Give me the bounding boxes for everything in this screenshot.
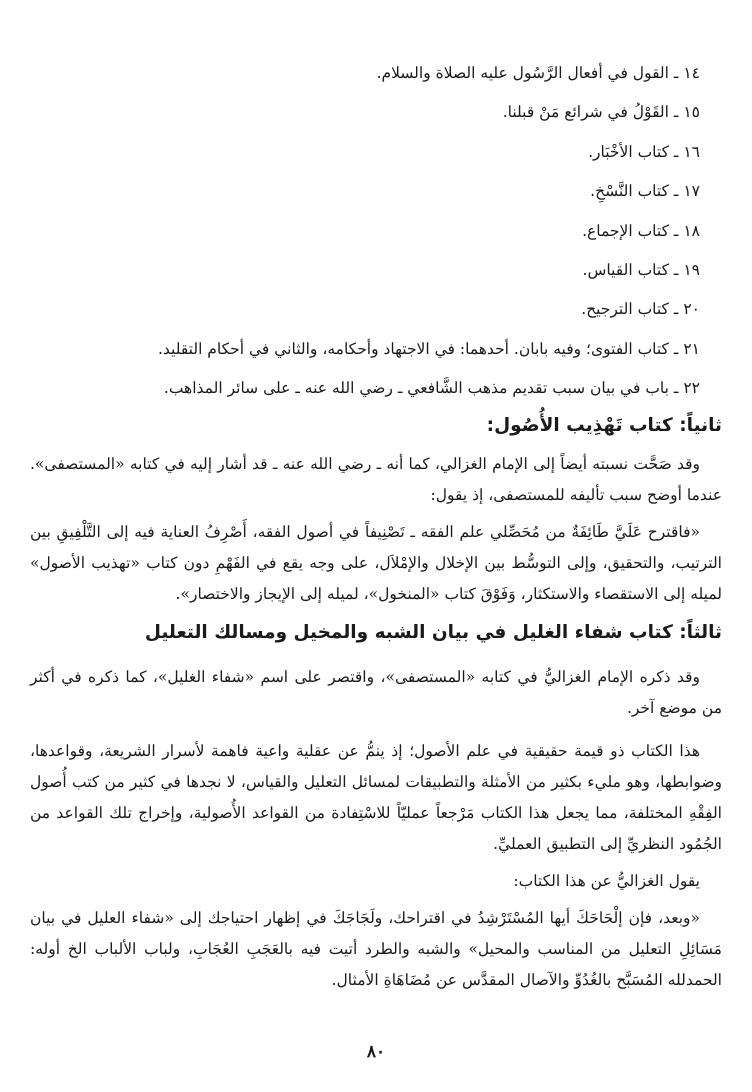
section-heading-tahdhib: ثانياً: كتاب تَهْذِيب الأُصُول: — [486, 414, 722, 436]
quote-paragraph: «وبعد، فإن إلْحَاحَكَ أيها المُسْتَرْشِدُ في اقتراحك، ولَجَاجَكَ في إظهار احتياجك إلى «شفاء العليل في بيان مَسَائِلِ التعليل من المناسب والمحيل» والشبه والطرد أتيت فيه بالعَجَبِ العُجَابِ، ولباب الألباب الخ أوله: الحمدلله المُسَبَّح بالغُدُوِّ والآصال المقدَّس عن مُضَاهَاةِ الأمثال. — [30, 908, 722, 989]
paragraph: وقد صَحَّت نسبته أيضاً إلى الإمام الغزالي، كما أنه ـ رضي الله عنه ـ قد أشار إليه في كتابه «المستصفى». عندما أوضح سبب تأليفه للمستصفى، إذ يقول: — [30, 454, 722, 504]
list-item: ١٨ ـ كتاب الإجماع. — [582, 221, 700, 240]
paragraph: وقد ذكره الإمام الغزاليُّ في كتابه «المستصفى»، واقتصر على اسم «شفاء الغليل»، كما ذكره في أكثر من موضع آخر. — [30, 667, 722, 717]
list-item: ١٩ ـ كتاب القياس. — [582, 260, 700, 279]
list-item: ١٤ ـ القول في أفعال الرَّسُول عليه الصلاة والسلام. — [376, 64, 700, 82]
list-item: ١٧ ـ كتاب النَّسْخِ. — [590, 182, 700, 201]
spacer — [30, 724, 722, 736]
spacer — [30, 650, 722, 662]
chapter-list — [30, 54, 722, 409]
list-item: ٢٢ ـ باب في بيان سبب تقديم مذهب الشَّافعي ـ رضي الله عنه ـ على سائر المذاهب. — [163, 379, 700, 398]
page-number: ٨٠ — [366, 1042, 386, 1062]
list-item: ٢٠ ـ كتاب الترجيح. — [581, 300, 700, 319]
paragraph: يقول الغزاليُّ عن هذا الكتاب: — [513, 871, 700, 890]
quote-paragraph: «فاقترح عَلَيَّ طَائِفَةٌ من مُحَصِّلي علم الفقه ـ تَصْنِيفاً في أصول الفقه، أَصْرِفُ العناية فيه إلى التَّلْفِيقِ بين الترتيب، والتحقيق، وإلى التوسُّط بين الإخلال والإمْلاَل، على وجه يقع في الفَهْمِ دون كتاب «تهذيب الأصول» لميله إلى الاستقصاء والاستكثار، وَفَوْقَ كتاب «المنخول»، لميله إلى الإيجاز والاختصار». — [30, 522, 722, 603]
list-item: ٢١ ـ كتاب الفتوى؛ وفيه بابان. أحدهما: في الاجتهاد وأحكامه، والثاني في أحكام التقليد. — [157, 339, 700, 358]
paragraph: هذا الكتاب ذو قيمة حقيقية في علم الأصول؛ إذ ينمُّ عن عقلية واعية فاهمة لأسرار الشريعة، وقواعدها، وضوابطها، وهو مليء بكثير من الأمثلة والتطبيقات لمسائل التعليل والقياس، لا نجدها في كثير من كتب أُصول الفِقْهِ المختلفة، مما يجعل هذا الكتاب مَرْجعاً عمليّاً للاسْتِفادة من القواعد الأُصولية، وإخراج تلك القواعد من الجُمُود النظريِّ إلى التطبيق العمليِّ. — [30, 741, 722, 853]
list-item: ١٦ ـ كتاب الأخْبَار. — [588, 142, 700, 161]
list-item: ١٥ ـ القَوْلُ في شرائع مَنْ قبلنا. — [502, 103, 700, 122]
section-heading-shifa: ثالثاً: كتاب شفاء الغليل في بيان الشبه والمخيل ومسالك التعليل — [144, 621, 722, 643]
